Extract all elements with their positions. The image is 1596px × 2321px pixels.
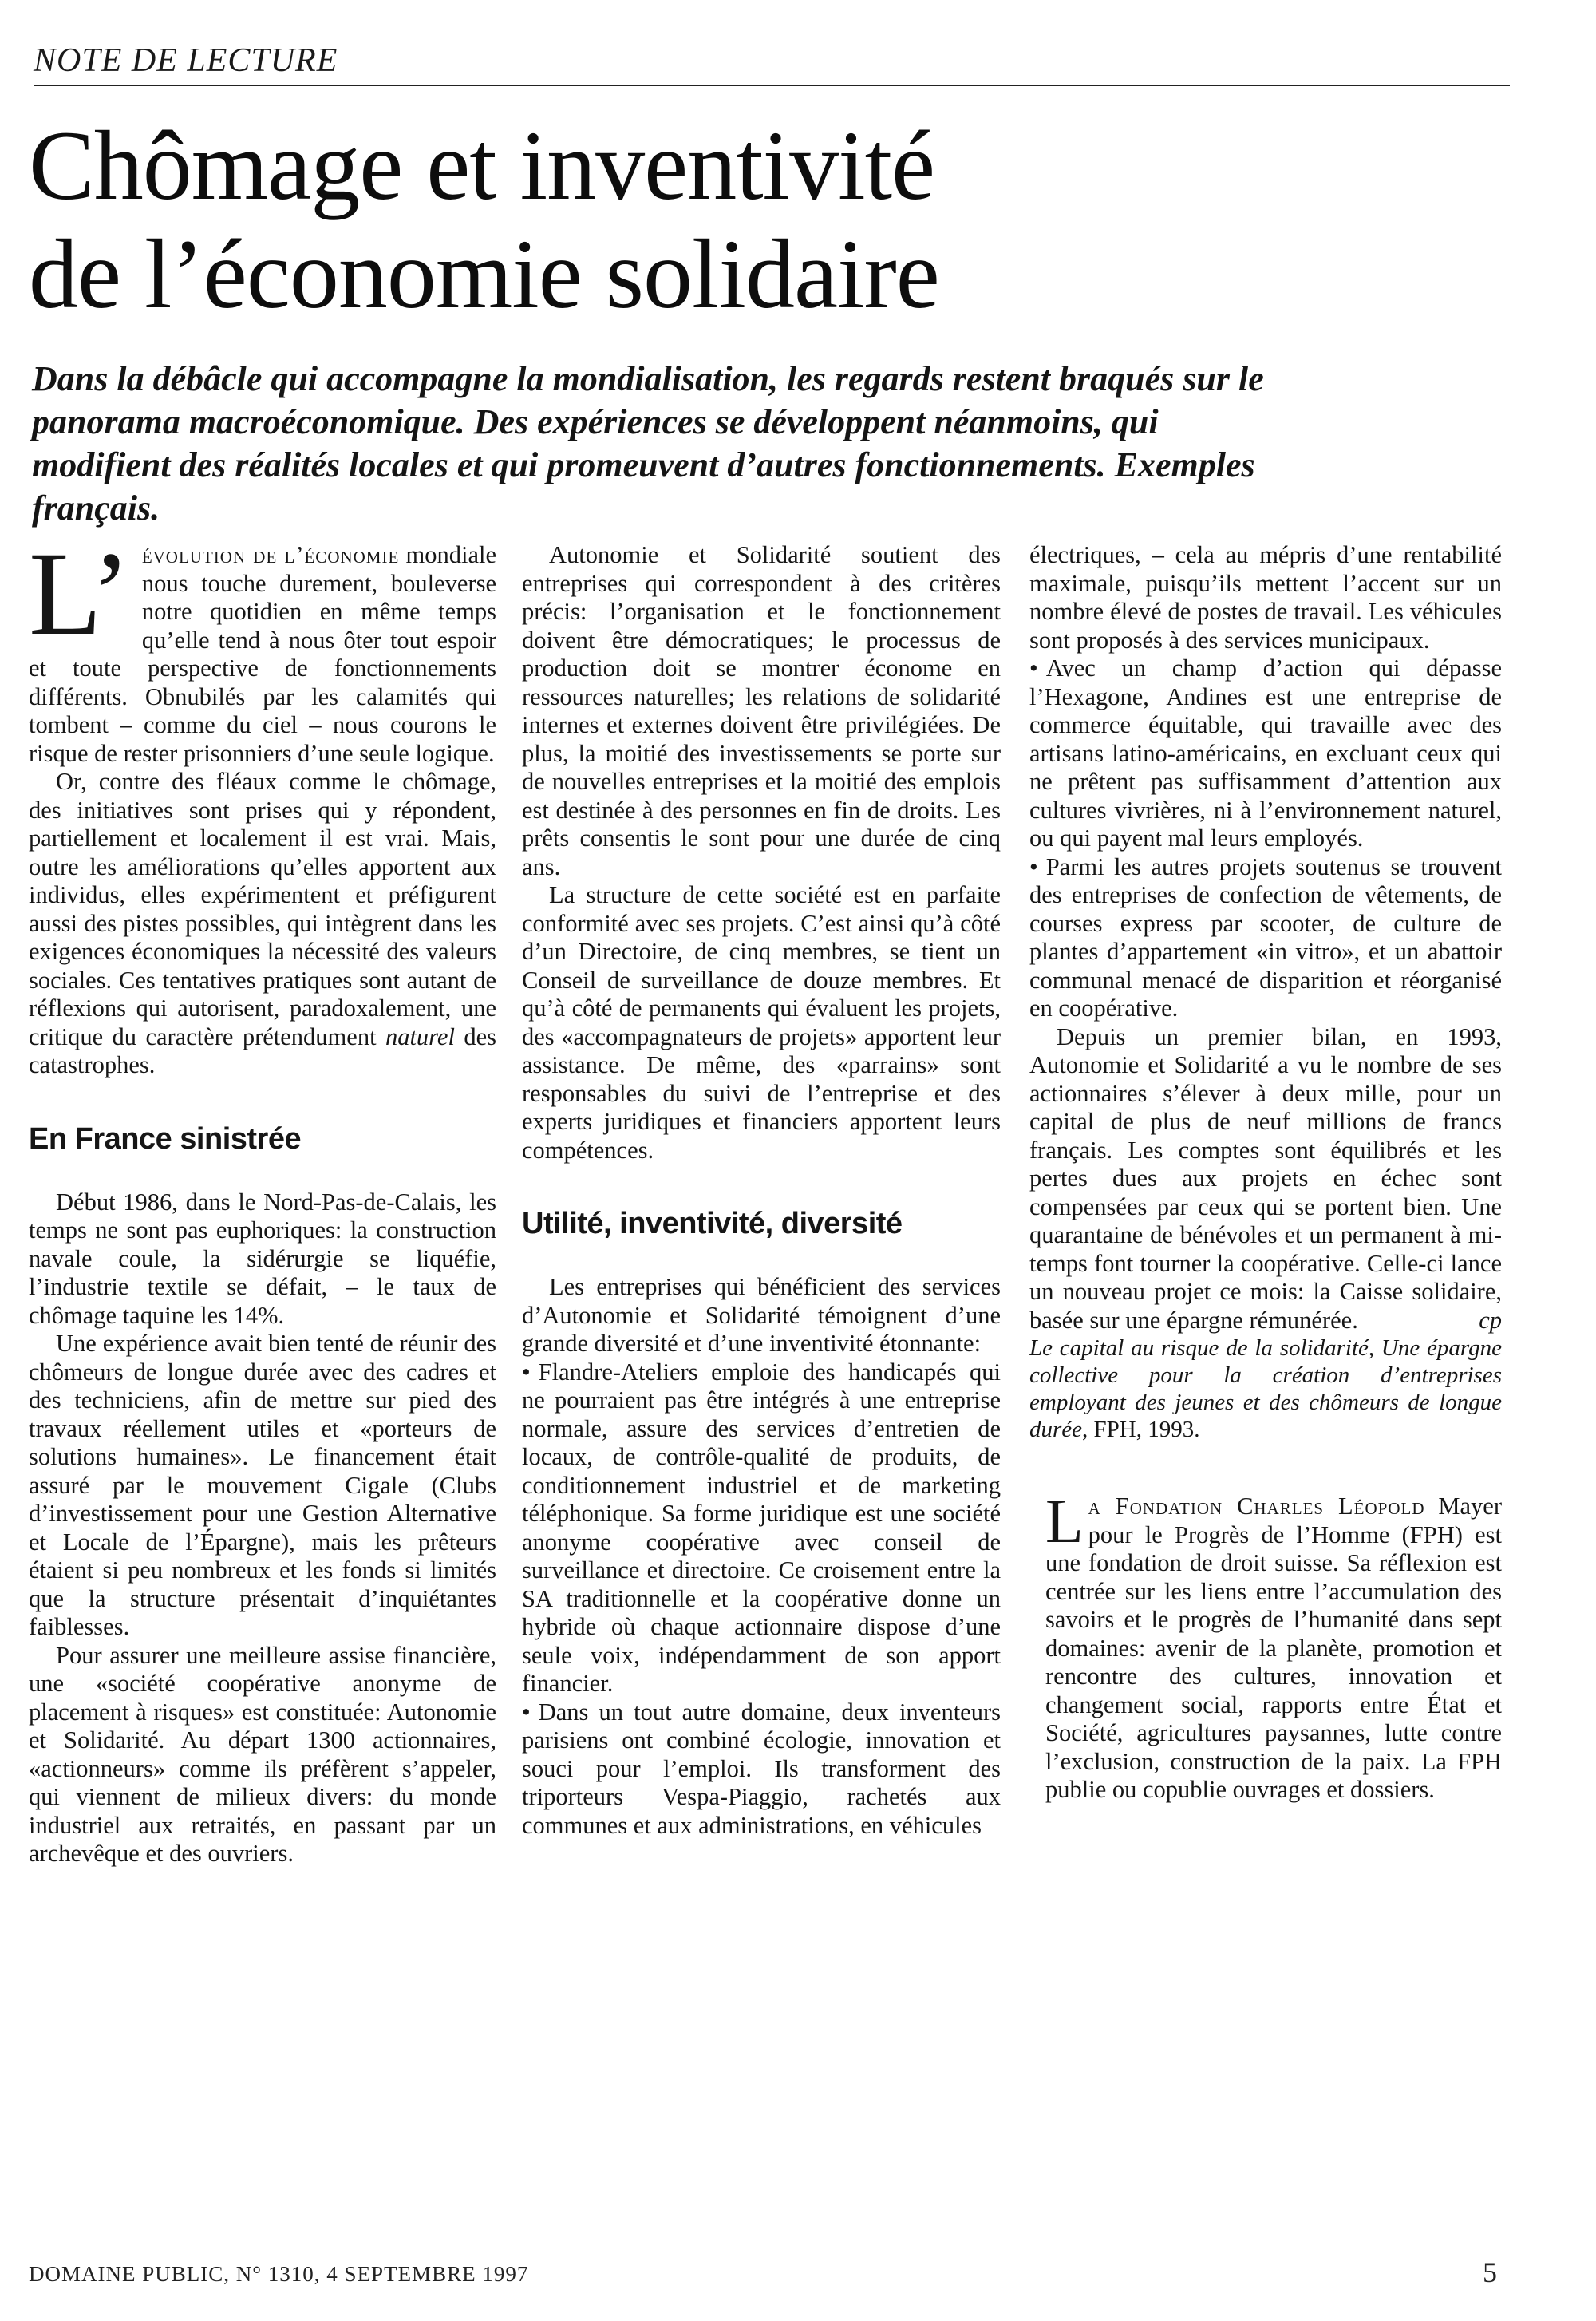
column-1 xyxy=(29,528,497,1868)
bullet-item xyxy=(1029,853,1502,1023)
paragraph-text: des catastrophes. xyxy=(29,1022,496,1078)
paragraph: Autonomie et Solidarité soutient des entreprises qui correspondent à des critères précis: l’organisation et le fonctionnement doivent être démocratiques; le processus de production doit se montrer économe en ressources naturelles; les relations de solidarité internes et externes doivent être privilégiées. De plus, la moitié des investissements se porte sur de nouvelles entreprises et la moitié des emplois est destinée à des personnes en fin de droits. Les prêts consentis le sont pour une durée de cinq ans. xyxy=(522,541,1001,880)
paragraph: Les entreprises qui bénéficient des services d’Autonomie et Solidarité témoignent d’une grande diversité et d’une inventivité étonnante: xyxy=(522,1273,1001,1357)
article-title xyxy=(29,112,1226,329)
reference-title: Le capital au risque de la solidarité, Une épargne collective pour la création d’entreprises employant des jeunes et des chômeurs de longue durée xyxy=(1029,1335,1502,1442)
bullet-icon: • xyxy=(1029,654,1038,682)
paragraph: électriques, – cela au mépris d’une rentabilité maximale, puisqu’ils mettent l’accent sur un nombre élevé de postes de travail. Les véhicules sont proposés à des services municipaux. xyxy=(1029,541,1502,654)
column-2 xyxy=(522,541,1001,1840)
paragraph xyxy=(29,768,496,1080)
bullet-item xyxy=(522,1358,1001,1698)
paragraph: Pour assurer une meilleure assise financière, une «société coopérative anonyme de placement à risques» est constituée: Autonomie et Solidarité. Au départ 1300 actionnaires, «actionneurs» comme ils préfèrent s’appeler, qui viennent de milieux divers: du monde industriel aux retraités, en passant par un archevêque et des ouvriers. xyxy=(29,1641,496,1867)
title-line-2: de l’économie solidaire xyxy=(29,219,939,329)
bullet-text: Avec un champ d’action qui dépasse l’Hexagone, Andines est une entreprise de commerce équitable, qui travaille avec des artisans latino-américains, en excluant ceux qui ne prêtent pas suffisamment d’attention aux cultures vivrières, ni à l’environnement naturel, ou qui payent mal leurs employés. xyxy=(1029,654,1502,852)
reference-publisher: , FPH, 1993. xyxy=(1082,1417,1200,1442)
drop-cap: L’ xyxy=(29,528,131,660)
bullet-item xyxy=(522,1698,1001,1841)
author-signature: cp xyxy=(1479,1306,1502,1334)
intro-paragraph xyxy=(29,528,497,768)
paragraph: Une expérience avait bien tenté de réunir des chômeurs de longue durée avec des cadres et des techniciens, afin de mettre sur pied des travaux réellement utiles et «porteurs de solutions humaines». Le financement était assuré par le mouvement Cigale (Clubs d’investissement pour une Gestion Alternative et Locale de l’Épargne), mais les prêteurs étaient si peu nombreux et les fonds si limités que la structure présentait d’inquiétantes faiblesses. xyxy=(29,1330,496,1640)
bullet-icon: • xyxy=(522,1358,531,1386)
section-rubric: NOTE DE LECTURE xyxy=(34,42,338,79)
header-rule xyxy=(34,85,1510,86)
paragraph: Début 1986, dans le Nord-Pas-de-Calais, les temps ne sont pas euphoriques: la construction navale coule, la sidérurgie se liquéfie, l’industrie textile se défait, – le taux de chômage taquine les 14%. xyxy=(29,1188,496,1329)
section-heading-france: En France sinistrée xyxy=(29,1121,302,1156)
intro-text: mondiale nous touche durement, bouleverse notre quotidien en même temps qu’elle tend à nous ôter tout espoir et toute perspective de fonctionnements différents. Obnubilés par les calamités qui tombent – comme du ciel – nous courons le risque de rester prisonniers d’une seule logique. xyxy=(29,541,497,767)
bullet-text: Flandre-Ateliers emploie des handicapés qui ne pourraient pas être intégrés à une entreprise normale, assure des services d’entretien de locaux, de contrôle-qualité de produits, de conditionnement industriel et de marketing téléphonique. Sa forme juridique est une société anonyme coopérative avec conseil de surveillance et directoire. Ce croisement entre la SA traditionnelle et la coopérative donne un hybride où chaque actionnaire dispose d’une seule voix, indépendamment de son apport financier. xyxy=(522,1358,1001,1697)
article-lede: Dans la débâcle qui accompagne la mondialisation, les regards restent braqués sur le panorama macroéconomique. Des expériences se développent néanmoins, qui modifient des réalités locales et qui promeuvent d’autres fonctionnements. Exemples français. xyxy=(32,359,1264,528)
page-number: 5 xyxy=(1483,2256,1497,2288)
intro-smallcaps: évolution de l’économie xyxy=(141,541,400,568)
box-initial: L xyxy=(1045,1486,1084,1556)
bullet-icon: • xyxy=(522,1698,531,1726)
title-line-1: Chômage et inventivité xyxy=(29,111,935,220)
box-text: Mayer pour le Progrès de l’Homme (FPH) est une fondation de droit suisse. Sa réflexion est centrée sur les liens entre l’accumulation des savoirs et le progrès de l’humanité dans sept domaines: avenir de la planète, promotion et rencontre des cultures, innovation et changement social, rapports entre État et Société, agricultures paysannes, lutte contre l’exclusion, construction de la paix. La FPH publie ou copublie ouvrages et dossiers. xyxy=(1045,1493,1502,1803)
box-smallcaps: a Fondation Charles Léopold xyxy=(1088,1493,1425,1520)
foundation-box xyxy=(1029,1486,1502,1805)
column-3 xyxy=(1029,541,1502,1805)
bullet-text: Parmi les autres projets soutenus se trouvent des entreprises de confection de vêtements, de courses express par scooter, de culture de plantes d’appartement «in vitro», et un abattoir communal menacé de disparition et réorganisé en coopérative. xyxy=(1029,852,1502,1022)
footer-publication: DOMAINE PUBLIC, N° 1310, 4 SEPTEMBRE 1997 xyxy=(29,2262,529,2286)
paragraph-text: Or, contre des fléaux comme le chômage, des initiatives sont prises qui y répondent, partiellement et localement il est vrai. Mais, outre les améliorations qu’elles apportent aux individus, elles expérimentent et préfigurent aussi des pistes possibles, qui intègrent dans les exigences économiques la nécessité des valeurs sociales. Ces tentatives pratiques sont autant de réflexions qui autorisent, paradoxalement, une critique du caractère prétendument xyxy=(29,768,496,1050)
book-reference xyxy=(1029,1334,1502,1443)
paragraph-text: Depuis un premier bilan, en 1993, Autonomie et Solidarité a vu le nombre de ses actionnaires s’élever à deux mille, pour un capital de plus de neuf millions de francs français. Les comptes sont équilibrés et les pertes dues aux projets en échec sont compensées par ceux qui se portent bien. Une quarantaine de bénévoles et un permanent à mi-temps font tourner la coopérative. Celle-ci lance un nouveau projet ce mois: la Caisse solidaire, basée sur une épargne rémunérée. xyxy=(1029,1022,1502,1334)
bullet-item xyxy=(1029,654,1502,853)
bullet-icon: • xyxy=(1029,852,1038,880)
bullet-text: Dans un tout autre domaine, deux inventeurs parisiens ont combiné écologie, innovation et souci pour l’emploi. Ils transforment des triporteurs Vespa-Piaggio, rachetés aux communes et aux administrations, en véhicules xyxy=(522,1698,1001,1839)
paragraph xyxy=(1029,1023,1502,1335)
section-heading-utilite: Utilité, inventivité, diversité xyxy=(522,1207,903,1240)
paragraph: La structure de cette société est en parfaite conformité avec ses projets. C’est ainsi qu’à côté d’un Directoire, de cinq membres, se tient un Conseil de surveillance de douze membres. Et qu’à côté de permanents qui évaluent les projets, des «accompagnateurs de projets» apportent leur assistance. De même, des «parrains» sont responsables du suivi de l’entreprise et des experts juridiques et financiers apportent leurs compétences. xyxy=(522,881,1001,1164)
emphasis-text: naturel xyxy=(385,1022,455,1050)
